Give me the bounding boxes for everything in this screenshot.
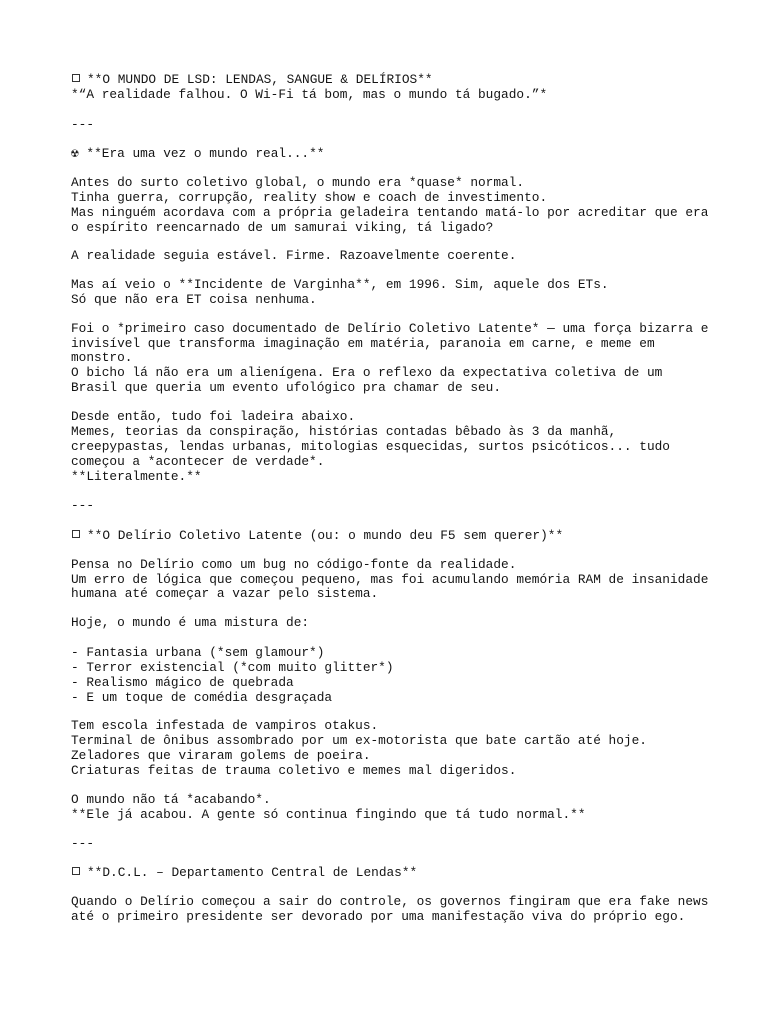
text-line: humana até começar a vazar pelo sistema. [71, 586, 379, 601]
separator: --- [71, 836, 95, 851]
separator: --- [71, 498, 95, 513]
text-line: **Literalmente.** [71, 469, 202, 484]
text-line: Memes, teorias da conspiração, histórias contadas bêbado às 3 da manhã, [71, 424, 617, 439]
heading-text: **Era uma vez o mundo real...** [86, 146, 325, 161]
section-heading [71, 146, 324, 161]
subtitle-line: *“A realidade falhou. O Wi-Fi tá bom, mas o mundo tá bugado.”* [71, 87, 548, 102]
text-line: Só que não era ET coisa nenhuma. [71, 292, 317, 307]
square-icon [72, 74, 80, 82]
text-line: A realidade seguia estável. Firme. Razoavelmente coerente. [71, 248, 517, 263]
text-line: Zeladores que viraram golems de poeira. [71, 748, 371, 763]
text-line: Tem escola infestada de vampiros otakus. [71, 718, 379, 733]
radioactive-icon: ☢ [71, 146, 79, 161]
text-line: até o primeiro presidente ser devorado por uma manifestação viva do próprio ego. [71, 909, 686, 924]
text-line: O bicho lá não era um alienígena. Era o reflexo da expectativa coletiva de um [71, 365, 663, 380]
text-line: Foi o *primeiro caso documentado de Delírio Coletivo Latente* — uma força bizarra e [71, 321, 709, 336]
text-line: Tinha guerra, corrupção, reality show e coach de investimento. [71, 190, 548, 205]
text-line: monstro. [71, 350, 133, 365]
list-item: - E um toque de comédia desgraçada [71, 690, 333, 705]
text-line: Criaturas feitas de trauma coletivo e memes mal digeridos. [71, 763, 517, 778]
list-item: - Fantasia urbana (*sem glamour*) [71, 645, 325, 660]
text-line: creepypastas, lendas urbanas, mitologias esquecidas, surtos psicóticos... tudo [71, 439, 670, 454]
section-heading [71, 865, 417, 880]
text-line: Terminal de ônibus assombrado por um ex-motorista que bate cartão até hoje. [71, 733, 647, 748]
text-line: Um erro de lógica que começou pequeno, mas foi acumulando memória RAM de insanidade [71, 572, 709, 587]
section-heading [71, 72, 433, 87]
heading-text: **O Delírio Coletivo Latente (ou: o mundo deu F5 sem querer)** [87, 528, 564, 543]
text-line: invisível que transforma imaginação em matéria, paranoia em carne, e meme em [71, 336, 655, 351]
section-heading [71, 528, 563, 543]
heading-text: **D.C.L. – Departamento Central de Lendas** [87, 865, 418, 880]
text-line: Brasil que queria um evento ufológico pra chamar de seu. [71, 380, 502, 395]
text-line: O mundo não tá *acabando*. [71, 792, 271, 807]
text-line: Pensa no Delírio como um bug no código-fonte da realidade. [71, 557, 517, 572]
square-icon [72, 867, 80, 875]
heading-text: **O MUNDO DE LSD: LENDAS, SANGUE & DELÍRIOS** [87, 72, 433, 87]
square-icon [72, 530, 80, 538]
text-line: Mas ninguém acordava com a própria geladeira tentando matá-lo por acreditar que era [71, 205, 709, 220]
list-item: - Realismo mágico de quebrada [71, 675, 294, 690]
text-line: Desde então, tudo foi ladeira abaixo. [71, 409, 356, 424]
text-line: **Ele já acabou. A gente só continua fingindo que tá tudo normal.** [71, 807, 586, 822]
text-line: Hoje, o mundo é uma mistura de: [71, 615, 310, 630]
text-line: Antes do surto coletivo global, o mundo era *quase* normal. [71, 175, 525, 190]
text-line: começou a *acontecer de verdade*. [71, 454, 325, 469]
text-line: Mas aí veio o **Incidente de Varginha**, em 1996. Sim, aquele dos ETs. [71, 277, 609, 292]
text-line: o espírito reencarnado de um samurai viking, tá ligado? [71, 220, 494, 235]
separator: --- [71, 117, 95, 132]
list-item: - Terror existencial (*com muito glitter*) [71, 660, 394, 675]
text-line: Quando o Delírio começou a sair do controle, os governos fingiram que era fake news [71, 894, 709, 909]
